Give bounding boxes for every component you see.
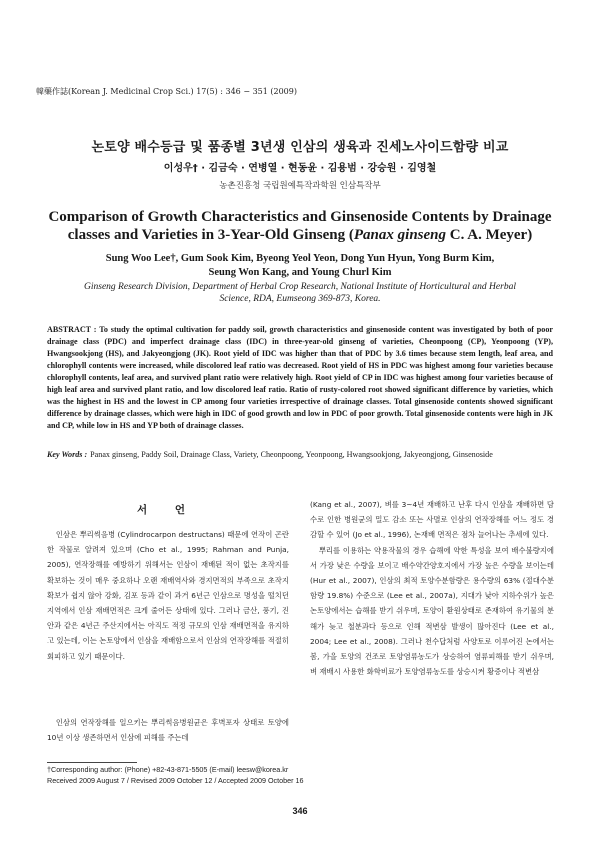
- body-paragraph: 인삼의 연작장해를 일으키는 뿌리썩음병원균은 후벽포자 상태로 토양에 10년 이상 생존하면서 인삼에 피해를 주는데: [47, 718, 289, 743]
- keywords-label: Key Words :: [47, 450, 88, 459]
- english-title-line2-post: C. A. Meyer): [446, 227, 533, 243]
- english-affiliation-line1: Ginseng Research Division, Department of Herbal Crop Research, National Institute of Horticultural and Herbal: [84, 282, 516, 292]
- english-title-species: Panax ginseng: [353, 227, 446, 243]
- left-column-paragraph-2: [47, 715, 289, 745]
- keywords-text: Panax ginseng, Paddy Soil, Drainage Class, Variety, Cheonpoong, Yeonpoong, Hwangsookjong, Jakyeongjong, Ginsenoside: [90, 450, 493, 459]
- english-title-line2: [40, 226, 560, 244]
- journal-header: 韓藥作誌(Korean J. Medicinal Crop Sci.) 17(5) : 346 − 351 (2009): [36, 87, 297, 96]
- korean-authors: 이성우† · 김금숙 · 연병열 · 현동윤 · 김용범 · 강승원 · 김영철: [163, 163, 437, 174]
- abstract: ABSTRACT : To study the optimal cultivation for paddy soil, growth characteristics and ginsenoside content was investigated by both of poor drainage class (PDC) and imperfect drainage class (IDC) in three-year-old ginseng of varieties, Cheonpoong (CP), Yeonpoong (YP), Hwangsookjong (HS), and Jakyeongjong (JK). Root yield of IDC was higher than that of PDC by 3.6 times because stem length, leaf area, and chlorophyll contents were increased, while discolored leaf ratio was decreased. Root yield of HS in PDC was highest among four varieties because chlorophyll contents, leaf area, and survived plant ratio were relatively high. Root yield of CP in IDC was highest among four varieties because of high leaf area and survived plant ratio, and low discolored leaf ratio. Ratio of rusty-colored root showed significant difference by varieties, which was the highest in HS and the lowest in CP among four varieties irrespective of drainage classes. Total ginsenoside contents showed significant difference by drainage classes, which were high in IDC of good growth and low in PDC of poor growth. Total ginsenoside contents were high in JK and CP, while low in HS and YP both of drainage classes.: [47, 325, 553, 430]
- english-title: [40, 208, 560, 244]
- footnote-dates: Received 2009 August 7 / Revised 2009 October 12 / Accepted 2009 October 16: [47, 776, 304, 785]
- body-paragraph: (Kang et al., 2007), 벼를 3~4년 재배하고 난후 다시 인삼을 재배하면 담수로 인한 병원균의 밀도 감소 또는 사멸로 인삼의 연작장해를 어느 정도 경감할 수 있어 (Jo et al., 1996), 논재배 면적은 점차 늘어나는 추세에 있다.: [310, 500, 554, 540]
- body-paragraph: 인삼은 뿌리썩음병 (Cylindrocarpon destructans) 때문에 연작이 곤란한 작물로 알려져 있으며 (Cho et al., 1995; Rahman and Punja, 2005), 연작장해를 예방하기 위해서는 인삼이 재배된 적이 없는 초작지를 확보하는 것이 매우 중요하나 오랜 재배역사와 경지면적의 부족으로 초작지 확보가 쉽지 않아 강화, 김포 등과 같이 과거 6년근 인삼으로 명성을 떨치던 지역에서 인삼 재배면적은 크게 줄어든 상태에 있다. 그러나 금산, 풍기, 진안과 같은 4년근 주산지에서는 아직도 적정 규모의 인삼 재배면적을 유지하고 있는데, 이는 논토양에서 인삼을 재배함으로서 인삼의 연작장해를 적절히 회피하고 있기 때문이다.: [47, 530, 289, 661]
- footnote: [47, 764, 304, 786]
- korean-title: 논토양 배수등급 및 품종별 3년생 인삼의 생육과 진세노사이드함량 비교: [91, 140, 509, 155]
- body-paragraph: 뿌리를 이용하는 약용작물의 경우 습해에 약한 특성을 보여 배수불량지에서 가장 낮은 수량을 보이고 배수약간양호지에서 가장 높은 수량을 보이는데 (Hur et al., 2007), 인삼의 최적 토양수분함량은 용수량의 63% (절대수분함량 19.8%) 수준으로 (Lee et al., 2007a), 지대가 낮아 지하수위가 높은 논토양에서는 습해를 받기 쉬우며, 토양이 환원상태로 존재하여 유기물의 분해가 늦고 철분과다 등으로 인해 적변삼 발생이 많아진다 (Lee et al., 2004; Lee et al., 2008). 그러나 천수답처럼 사양토로 이루어진 논에서는 봄, 가을 토양의 건조로 토양염류농도가 상승하여 염류피해를 받기 쉬우며, 벼 재배시 사용한 화학비료가 토양염류농도를 상승시켜 황증이나 적변삼: [310, 545, 554, 677]
- english-affiliation-line2: Science, RDA, Eumseong 369-873, Korea.: [219, 294, 381, 304]
- keywords: [47, 449, 553, 461]
- english-authors-line1: Sung Woo Lee†, Gum Sook Kim, Byeong Yeol Yeon, Dong Yun Hyun, Yong Burm Kim,: [105, 253, 495, 264]
- english-authors-line2: Seung Won Kang, and Young Churl Kim: [208, 266, 392, 278]
- english-title-line2-pre: classes and Varieties in 3-Year-Old Ginseng (: [67, 227, 354, 243]
- footnote-contact: †Corresponding author: (Phone) +82-43-871-5505 (E-mail) leesw@korea.kr: [47, 765, 289, 774]
- left-column-paragraph-1: [47, 527, 289, 664]
- korean-affiliation: 농촌진흥청 국립원예특작과학원 인삼특작부: [219, 181, 381, 191]
- right-column: [310, 497, 554, 679]
- english-title-line1: Comparison of Growth Characteristics and Ginsenoside Contents by Drainage: [48, 209, 552, 225]
- english-authors: [40, 252, 560, 279]
- section-title-introduction: 서 언: [137, 504, 197, 516]
- footnote-divider: [47, 762, 137, 763]
- english-affiliation: [50, 281, 550, 305]
- page-number: 346: [292, 806, 308, 816]
